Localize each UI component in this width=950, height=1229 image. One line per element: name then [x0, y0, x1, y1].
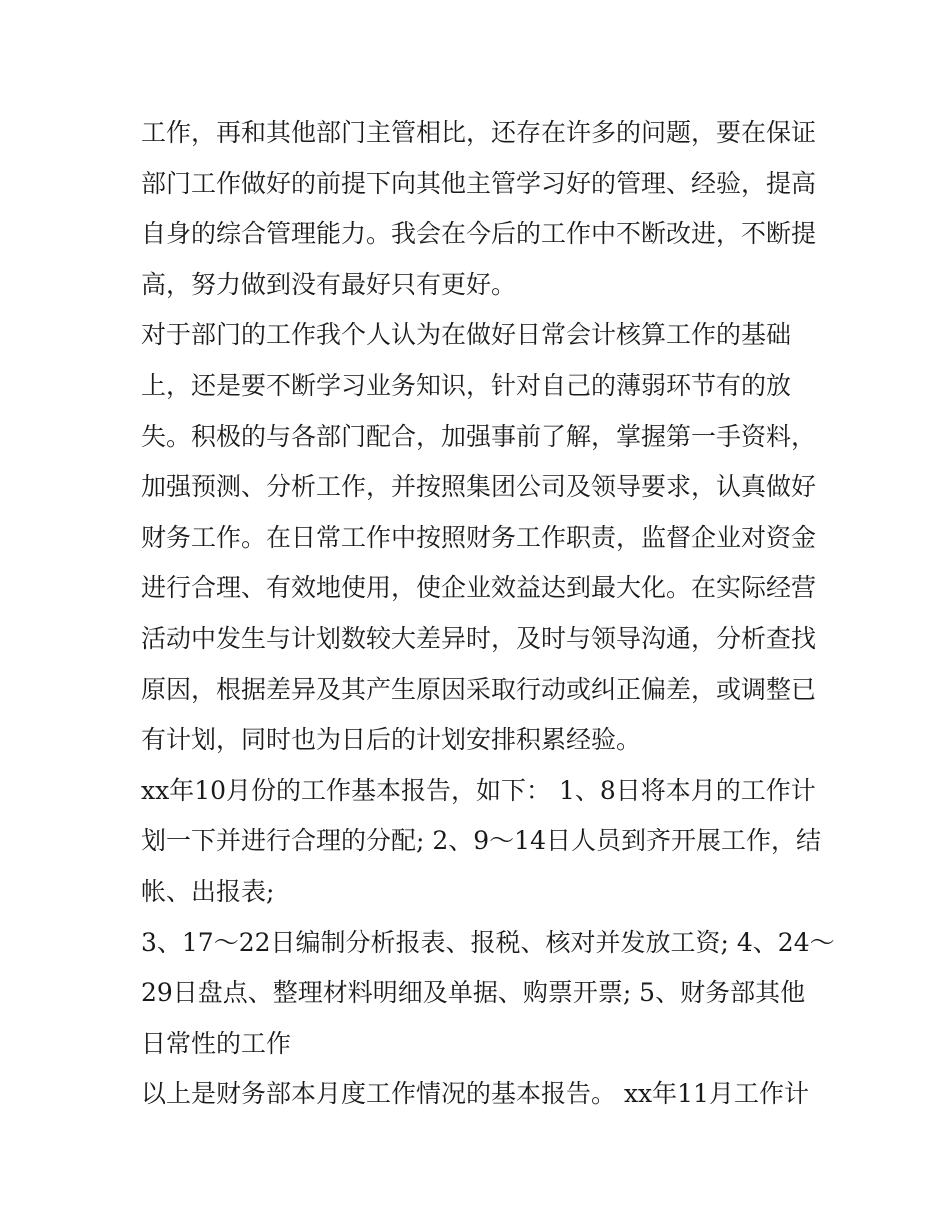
text-line: 以上是财务部本月度工作情况的基本报告。 xx年11月工作计	[141, 1079, 809, 1109]
text-line: 日常性的工作	[141, 1028, 292, 1058]
text-line: 划一下并进行合理的分配; 2、9～14日人员到齐开展工作，结	[141, 826, 821, 856]
text-line: 失。积极的与各部门配合，加强事前了解，掌握第一手资料，	[141, 421, 817, 451]
text-line: 帐、出报表;	[141, 876, 275, 906]
text-line: 29日盘点、整理材料明细及单据、购票开票; 5、财务部其他	[141, 978, 806, 1008]
body-text	[141, 108, 835, 1120]
text-line: 进行合理、有效地使用，使企业效益达到最大化。在实际经营	[141, 573, 817, 603]
text-line: 自身的综合管理能力。我会在今后的工作中不断改进，不断提	[141, 219, 817, 249]
text-line: 部门工作做好的前提下向其他主管学习好的管理、经验，提高	[141, 168, 817, 198]
text-line: 工作，再和其他部门主管相比，还存在许多的问题，要在保证	[141, 118, 817, 147]
text-line: 加强预测、分析工作，并按照集团公司及领导要求，认真做好	[141, 472, 817, 502]
text-line: 有计划，同时也为日后的计划安排积累经验。	[141, 725, 642, 755]
text-line: 上，还是要不断学习业务知识，针对自己的薄弱环节有的放	[141, 370, 792, 400]
text-line: 对于部门的工作我个人认为在做好日常会计核算工作的基础	[141, 320, 792, 350]
text-line: 高，努力做到没有最好只有更好。	[141, 269, 517, 299]
text-line: 3、17～22日编制分析报表、报税、核对并发放工资; 4、24～	[141, 927, 835, 957]
text-line: 财务工作。在日常工作中按照财务工作职责，监督企业对资金	[141, 522, 817, 552]
text-line: 原因，根据差异及其产生原因采取行动或纠正偏差，或调整已	[141, 674, 817, 704]
text-line: xx年10月份的工作基本报告，如下： 1、8日将本月的工作计	[141, 775, 816, 805]
text-line: 活动中发生与计划数较大差异时，及时与领导沟通，分析查找	[141, 623, 817, 653]
